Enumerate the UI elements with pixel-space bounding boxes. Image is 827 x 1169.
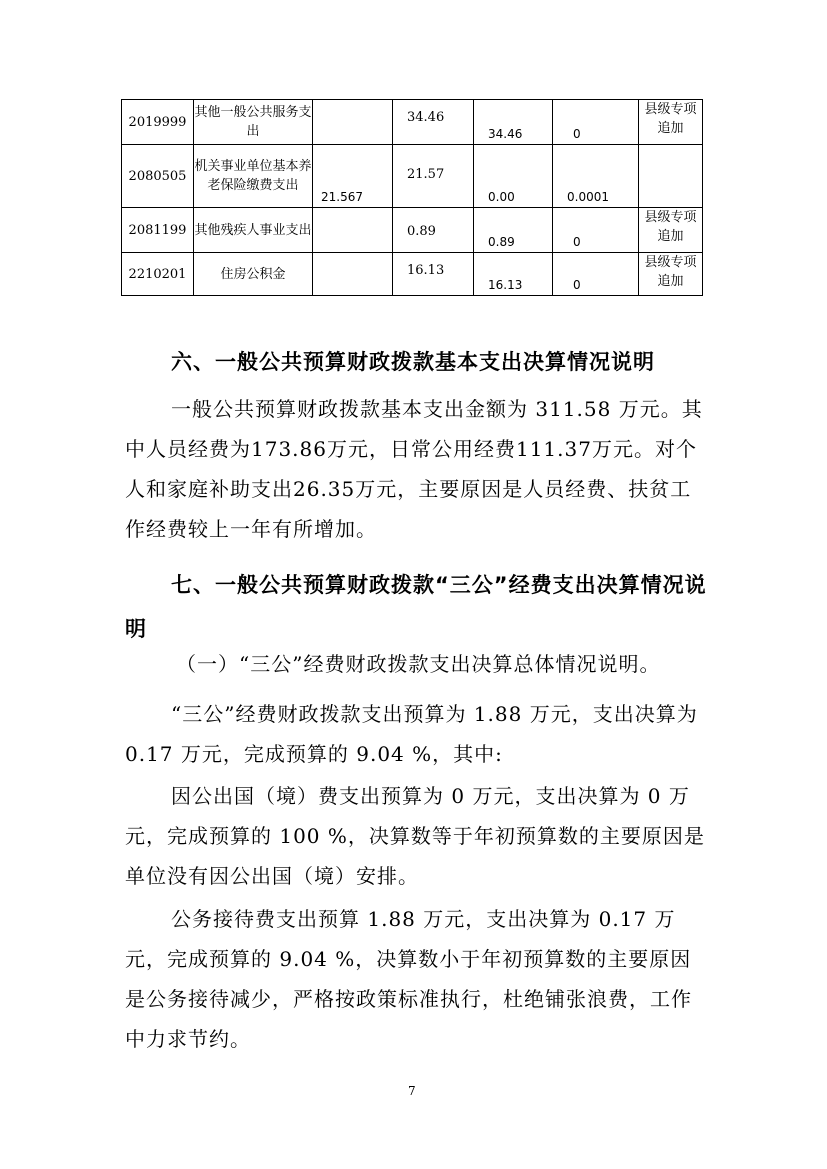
row-col-c: 34.46 (474, 100, 553, 145)
row-code: 2081199 (122, 208, 194, 253)
table-row (122, 145, 703, 208)
row-col-d: 0 (553, 208, 639, 253)
row-name: 其他一般公共服务支出 (194, 100, 313, 145)
row-col-d: 0 (553, 253, 639, 296)
row-col-b: 16.13 (393, 253, 474, 296)
row-col-c: 16.13 (474, 253, 553, 296)
section7-heading: 七、一般公共预算财政拨款“三公”经费支出决算情况说明 (125, 573, 707, 641)
section6-paragraph: 一般公共预算财政拨款基本支出金额为 311.58 万元。其中人员经费为173.86万元，日常公用经费111.37万元。对个人和家庭补助支出26.35万元，主要原因是人员经费、扶贫工作经费较上一年有所增加。 (125, 397, 703, 541)
section7-paragraph-2: 因公出国（境）费支出预算为 0 万元，支出决算为 0 万元，完成预算的 100 %，决算数等于年初预算数的主要原因是单位没有因公出国（境）安排。 (125, 784, 705, 888)
row-name: 机关事业单位基本养老保险缴费支出 (194, 145, 313, 208)
row-note: 县级专项追加 (639, 100, 703, 145)
page-number: 7 (408, 1084, 416, 1098)
row-note: 县级专项追加 (639, 208, 703, 253)
row-col-c: 0.00 (474, 145, 553, 208)
section6-heading: 六、一般公共预算财政拨款基本支出决算情况说明 (171, 350, 655, 374)
table-row (122, 100, 703, 145)
row-col-a (313, 100, 393, 145)
row-code: 2080505 (122, 145, 194, 208)
row-name: 其他残疾人事业支出 (194, 208, 313, 253)
row-col-d: 0 (553, 100, 639, 145)
expenditure-table (121, 99, 703, 296)
row-col-b: 0.89 (393, 208, 474, 253)
row-note (639, 145, 703, 208)
row-code: 2019999 (122, 100, 194, 145)
row-col-a: 21.567 (313, 145, 393, 208)
row-col-c: 0.89 (474, 208, 553, 253)
row-col-b: 34.46 (393, 100, 474, 145)
table-row (122, 208, 703, 253)
table-row (122, 253, 703, 296)
row-name: 住房公积金 (194, 253, 313, 296)
row-code: 2210201 (122, 253, 194, 296)
row-col-b: 21.57 (393, 145, 474, 208)
row-note: 县级专项追加 (639, 253, 703, 296)
row-col-a (313, 253, 393, 296)
row-col-d: 0.0001 (553, 145, 639, 208)
section7-paragraph-3: 公务接待费支出预算 1.88 万元，支出决算为 0.17 万元，完成预算的 9.04 %，决算数小于年初预算数的主要原因是公务接待减少，严格按政策标准执行，杜绝铺张浪费，工作中力求节约。 (125, 907, 692, 1051)
row-col-a (313, 208, 393, 253)
section7-subheading: （一）“三公”经费财政拨款支出决算总体情况说明。 (176, 652, 661, 676)
section7-paragraph-1: “三公”经费财政拨款支出预算为 1.88 万元，支出决算为 0.17 万元，完成预算的 9.04 %，其中: (125, 702, 698, 766)
